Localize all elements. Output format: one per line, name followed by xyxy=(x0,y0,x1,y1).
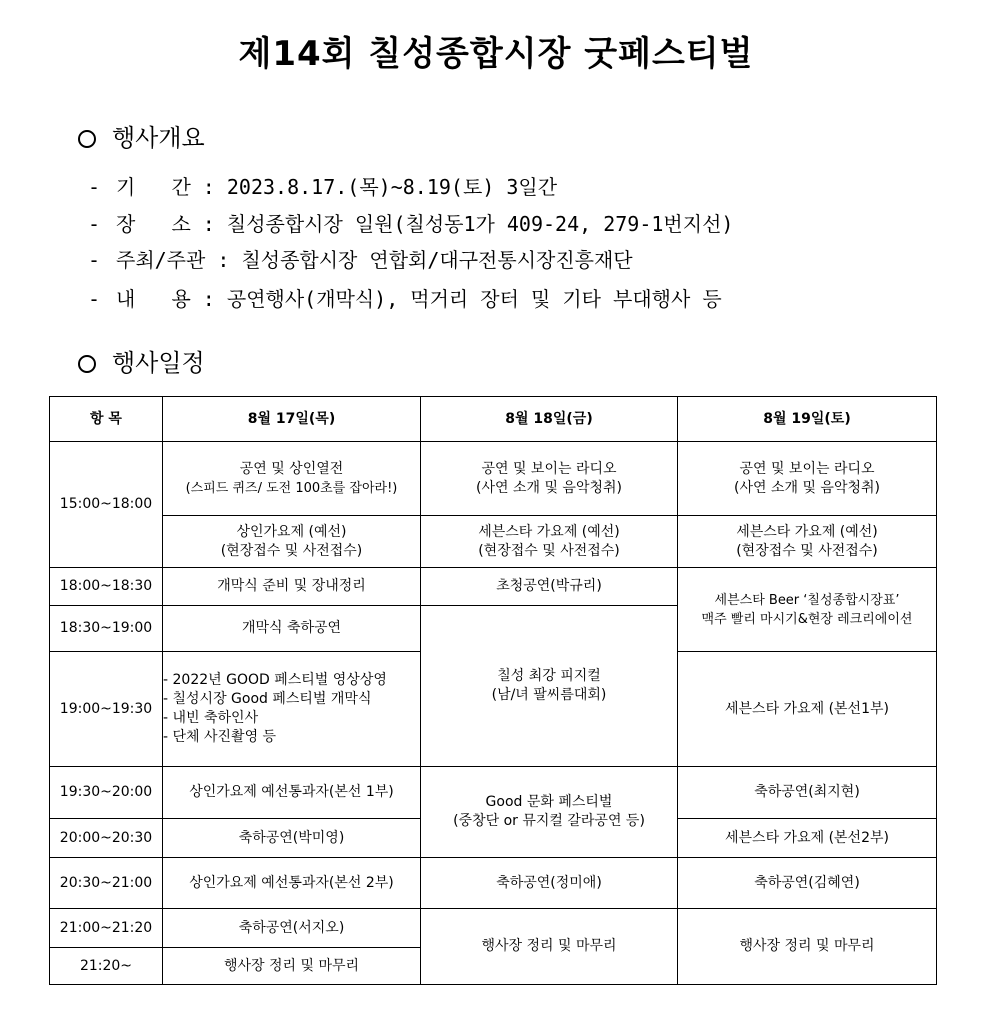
table-row xyxy=(50,858,937,909)
time-cell: 20:00~20:30 xyxy=(50,819,163,858)
header-day3: 8월 19일(토) xyxy=(678,397,937,442)
day3-cell: 세븐스타 가요제 (본선1부) xyxy=(678,652,937,767)
day1-cell: 상인가요제 (예선) (현장접수 및 사전접수) xyxy=(163,516,421,568)
day3-cell: 축하공연(최지현) xyxy=(678,767,937,819)
table-row xyxy=(50,442,937,516)
circle-bullet-icon xyxy=(78,130,96,148)
overview-item-place: - 장 소 : 칠성종합시장 일원(칠성동1가 409-24, 279-1번지선) xyxy=(88,212,734,236)
time-cell: 15:00~18:00 xyxy=(50,442,163,568)
overview-item-host: - 주최/주관 : 칠성종합시장 연합회/대구전통시장진흥재단 xyxy=(88,248,633,272)
day3-cell: 축하공연(김혜연) xyxy=(678,858,937,909)
schedule-table xyxy=(49,396,937,985)
schedule-heading-text: 행사일정 xyxy=(112,349,205,377)
table-row xyxy=(50,909,937,948)
time-cell: 18:00~18:30 xyxy=(50,568,163,606)
day2-cell: 칠성 최강 피지컬 (남/녀 팔씨름대회) xyxy=(421,606,678,767)
day1-cell: 개막식 준비 및 장내정리 xyxy=(163,568,421,606)
day3-cell: 세븐스타 가요제 (본선2부) xyxy=(678,819,937,858)
page-title: 제14회 칠성종합시장 굿페스티벌 xyxy=(238,34,754,74)
day2-cell: 초청공연(박규리) xyxy=(421,568,678,606)
time-cell: 19:30~20:00 xyxy=(50,767,163,819)
table-row xyxy=(50,767,937,819)
table-header-row xyxy=(50,397,937,442)
time-cell: 21:20~ xyxy=(50,948,163,985)
time-cell: 20:30~21:00 xyxy=(50,858,163,909)
schedule-heading xyxy=(78,343,205,378)
header-day2: 8월 18일(금) xyxy=(421,397,678,442)
list-item: - 칠성시장 Good 페스티벌 개막식 xyxy=(163,691,372,707)
table-row xyxy=(50,568,937,606)
time-cell: 21:00~21:20 xyxy=(50,909,163,948)
day3-cell: 공연 및 보이는 라디오 (사연 소개 및 음악청취) xyxy=(678,442,937,516)
list-item: - 2022년 GOOD 페스티벌 영상상영 xyxy=(163,672,387,688)
overview-item-period: - 기 간 : 2023.8.17.(목)~8.19(토) 3일간 xyxy=(88,175,558,199)
day3-cell: 세븐스타 Beer ‘칠성종합시장표’ 맥주 빨리 마시기&현장 레크리에이션 xyxy=(678,568,937,652)
day1-cell: 축하공연(서지오) xyxy=(163,909,421,948)
day2-cell: Good 문화 페스티벌 (중창단 or 뮤지컬 갈라공연 등) xyxy=(421,767,678,858)
overview-heading xyxy=(78,118,205,153)
day3-cell: 세븐스타 가요제 (예선) (현장접수 및 사전접수) xyxy=(678,516,937,568)
day1-cell: 상인가요제 예선통과자(본선 2부) xyxy=(163,858,421,909)
circle-bullet-icon xyxy=(78,355,96,373)
day1-cell xyxy=(163,652,421,767)
day1-cell: 개막식 축하공연 xyxy=(163,606,421,652)
day2-cell: 축하공연(정미애) xyxy=(421,858,678,909)
day2-cell: 공연 및 보이는 라디오 (사연 소개 및 음악청취) xyxy=(421,442,678,516)
day1-cell: 축하공연(박미영) xyxy=(163,819,421,858)
table-row xyxy=(50,516,937,568)
header-item: 항 목 xyxy=(50,397,163,442)
time-cell: 18:30~19:00 xyxy=(50,606,163,652)
time-cell: 19:00~19:30 xyxy=(50,652,163,767)
header-day1: 8월 17일(목) xyxy=(163,397,421,442)
overview-item-content: - 내 용 : 공연행사(개막식), 먹거리 장터 및 기타 부대행사 등 xyxy=(88,287,722,311)
day1-cell: 상인가요제 예선통과자(본선 1부) xyxy=(163,767,421,819)
day3-cell: 행사장 정리 및 마무리 xyxy=(678,909,937,985)
day2-cell: 세븐스타 가요제 (예선) (현장접수 및 사전접수) xyxy=(421,516,678,568)
list-item: - 단체 사진촬영 등 xyxy=(163,729,277,745)
overview-heading-text: 행사개요 xyxy=(112,124,205,152)
day1-cell: 공연 및 상인열전 (스피드 퀴즈/ 도전 100초를 잡아라!) xyxy=(163,442,421,516)
day1-cell: 행사장 정리 및 마무리 xyxy=(163,948,421,985)
day2-cell: 행사장 정리 및 마무리 xyxy=(421,909,678,985)
list-item: - 내빈 축하인사 xyxy=(163,710,259,726)
